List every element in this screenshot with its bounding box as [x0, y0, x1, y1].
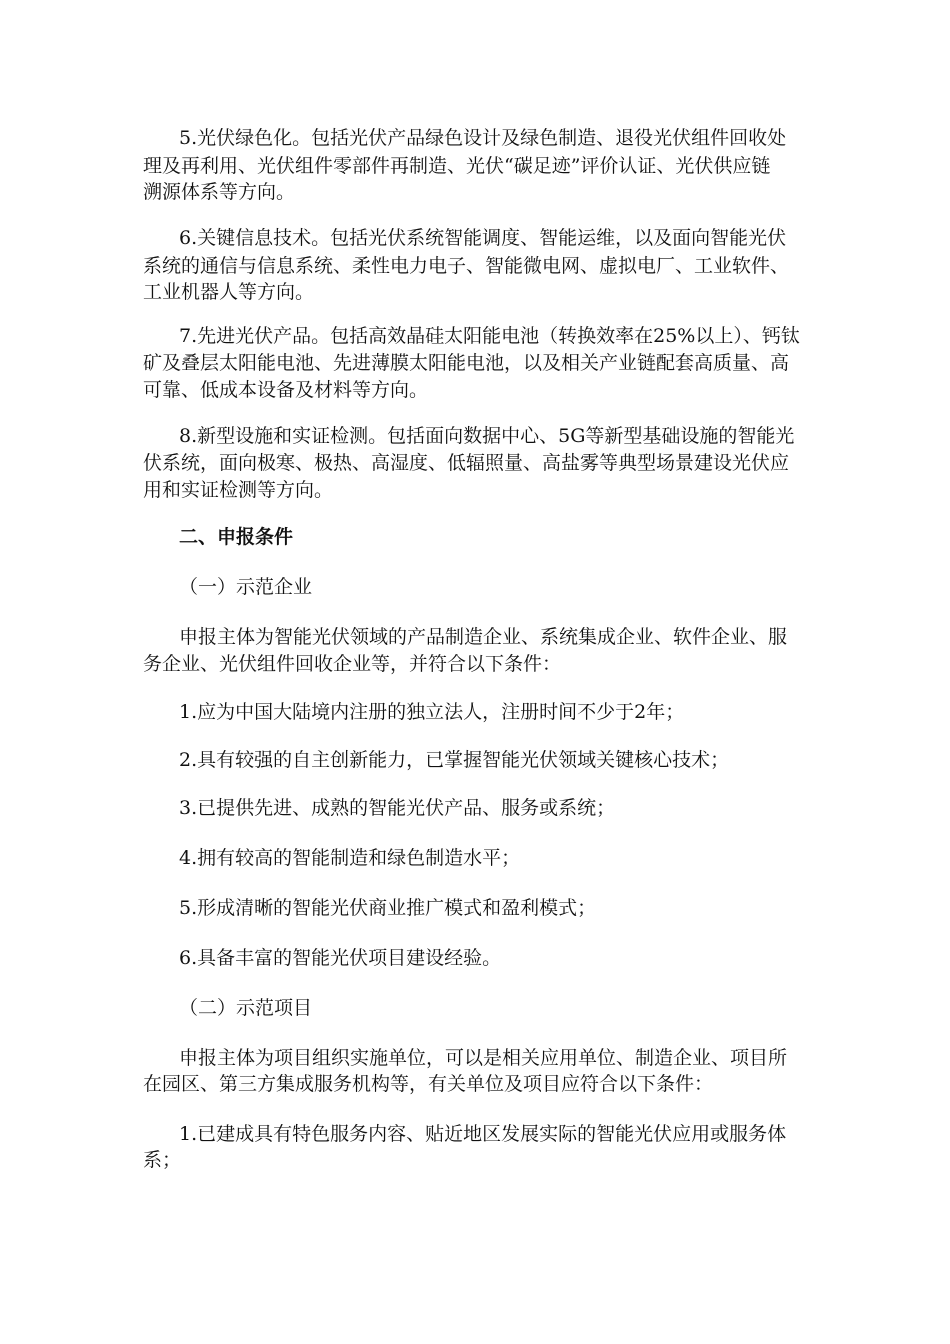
list-item: 2.具有较强的自主创新能力，已掌握智能光伏领域关键核心技术； [179, 749, 730, 771]
list-item: 6.具备丰富的智能光伏项目建设经验。 [179, 947, 502, 969]
subsection-title-project: （二）示范项目 [179, 997, 313, 1019]
list-item: 1.应为中国大陆境内注册的独立法人，注册时间不少于2年； [179, 701, 685, 723]
text-line: 申报主体为项目组织实施单位，可以是相关应用单位、制造企业、项目所 [179, 1047, 788, 1069]
subsection-title-enterprise: （一）示范企业 [179, 576, 313, 598]
text-line: 6.关键信息技术。包括光伏系统智能调度、智能运维，以及面向智能光伏 [179, 227, 787, 249]
text-line: 用和实证检测等方向。 [143, 479, 334, 501]
list-item: 5.形成清晰的智能光伏商业推广模式和盈利模式； [179, 897, 597, 919]
text-line: 5.光伏绿色化。包括光伏产品绿色设计及绿色制造、退役光伏组件回收处 [179, 127, 787, 149]
text-line: 系； [143, 1149, 182, 1171]
text-line: 伏系统，面向极寒、极热、高湿度、低辐照量、高盐雾等典型场景建设光伏应 [143, 452, 790, 474]
text-line: 工业机器人等方向。 [143, 281, 315, 303]
text-line: 理及再利用、光伏组件零部件再制造、光伏“碳足迹”评价认证、光伏供应链 [143, 155, 771, 177]
text-line: 溯源体系等方向。 [143, 181, 296, 203]
text-line: 1.已建成具有特色服务内容、贴近地区发展实际的智能光伏应用或服务体 [179, 1123, 787, 1145]
text-line: 可靠、低成本设备及材料等方向。 [143, 379, 429, 401]
text-line: 务企业、光伏组件回收企业等，并符合以下条件： [143, 653, 562, 675]
text-line: 申报主体为智能光伏领域的产品制造企业、系统集成企业、软件企业、服 [179, 626, 788, 648]
text-line: 8.新型设施和实证检测。包括面向数据中心、5G等新型基础设施的智能光 [179, 425, 795, 447]
list-item: 4.拥有较高的智能制造和绿色制造水平； [179, 847, 521, 869]
section-heading: 二、申报条件 [179, 526, 294, 548]
text-line: 系统的通信与信息系统、柔性电力电子、智能微电网、虚拟电厂、工业软件、 [143, 255, 790, 277]
text-line: 矿及叠层太阳能电池、先进薄膜太阳能电池，以及相关产业链配套高质量、高 [143, 352, 790, 374]
list-item: 3.已提供先进、成熟的智能光伏产品、服务或系统； [179, 797, 616, 819]
text-line: 在园区、第三方集成服务机构等，有关单位及项目应符合以下条件： [143, 1073, 714, 1095]
text-line: 7.先进光伏产品。包括高效晶硅太阳能电池（转换效率在25%以上）、钙钛 [179, 325, 800, 347]
